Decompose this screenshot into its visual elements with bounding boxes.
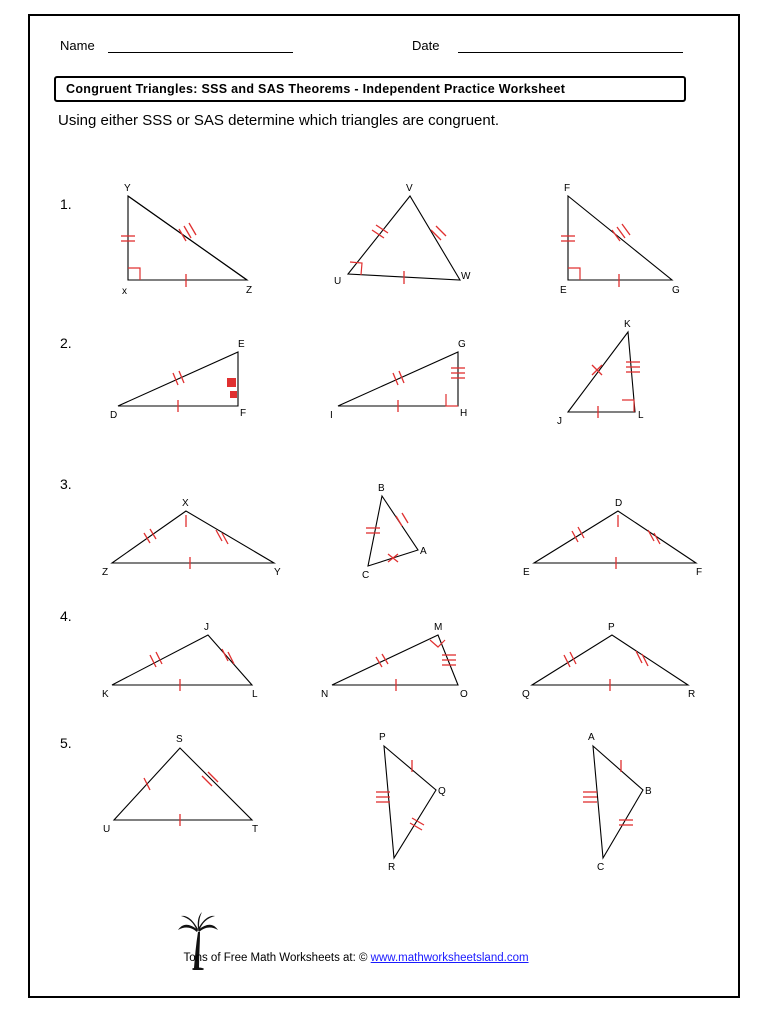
problem-3-figure-1 [100, 485, 290, 585]
vertex-label: P [379, 732, 386, 743]
vertex-label: G [458, 339, 466, 350]
date-label: Date [412, 38, 440, 53]
vertex-label: R [688, 689, 696, 700]
problem-4-figure-1 [100, 613, 290, 703]
vertex-label: E [560, 285, 567, 296]
problem-2-figure-3 [550, 318, 720, 438]
vertex-label: F [696, 567, 703, 578]
problem-1-figure-1 [110, 180, 280, 300]
vertex-label: E [523, 567, 530, 578]
vertex-label: J [204, 622, 209, 633]
vertex-label: X [182, 498, 189, 509]
worksheet-title-bar [54, 76, 686, 102]
vertex-label: E [238, 339, 245, 350]
vertex-label: T [252, 824, 259, 835]
vertex-label: I [330, 410, 333, 421]
name-label: Name [60, 38, 95, 53]
vertex-label: W [461, 271, 471, 282]
vertex-label: B [378, 483, 385, 494]
problem-1-figure-3 [550, 180, 720, 300]
instructions-text: Using either SSS or SAS determine which triangles are congruent. [58, 112, 500, 129]
footer-link[interactable]: www.mathworksheetsland.com [370, 952, 529, 964]
vertex-label: Z [102, 567, 109, 578]
problem-number-1: 1. [60, 196, 72, 212]
header-fields [60, 38, 680, 62]
problem-5-figure-3 [565, 728, 725, 878]
vertex-label: D [615, 498, 623, 509]
vertex-label: L [638, 410, 644, 421]
problem-number-2: 2. [60, 335, 72, 351]
vertex-label: A [420, 546, 427, 557]
problem-4-figure-3 [520, 613, 710, 703]
problem-3-figure-3 [520, 485, 710, 585]
problem-number-5: 5. [60, 735, 72, 751]
vertex-label: H [460, 408, 468, 419]
problem-3-figure-2 [340, 478, 490, 588]
footer-text: Tons of Free Math Worksheets at: © [183, 952, 368, 964]
vertex-label: K [102, 689, 109, 700]
vertex-label: Y [274, 567, 281, 578]
problem-4-figure-2 [318, 613, 508, 703]
vertex-label: P [608, 622, 615, 633]
vertex-label: C [597, 862, 605, 873]
vertex-label: F [564, 183, 571, 194]
vertex-label: U [334, 276, 342, 287]
vertex-label: O [460, 689, 468, 700]
vertex-label: C [362, 570, 370, 581]
vertex-label: U [103, 824, 111, 835]
palm-tree-logo [176, 912, 220, 975]
vertex-label: L [252, 689, 258, 700]
vertex-label: V [406, 183, 413, 194]
page-title: Congruent Triangles: SSS and SAS Theorems - Independent Practice Worksheet [66, 82, 566, 96]
vertex-label: Z [246, 285, 253, 296]
problem-number-3: 3. [60, 476, 72, 492]
vertex-label: A [588, 732, 595, 743]
vertex-label: K [624, 319, 631, 330]
problem-2-figure-1 [110, 330, 280, 440]
vertex-label: J [557, 416, 562, 427]
vertex-label: Q [522, 689, 530, 700]
problem-2-figure-2 [330, 330, 500, 440]
vertex-label: N [321, 689, 329, 700]
vertex-label: G [672, 285, 680, 296]
vertex-label: F [240, 408, 247, 419]
vertex-label: R [388, 862, 396, 873]
problem-5-figure-1 [100, 728, 290, 838]
vertex-label: M [434, 622, 443, 633]
vertex-label: S [176, 734, 183, 745]
problem-1-figure-2 [330, 180, 500, 300]
vertex-label: Y [124, 183, 131, 194]
vertex-label: D [110, 410, 118, 421]
problem-number-4: 4. [60, 608, 72, 624]
problem-5-figure-2 [360, 728, 520, 878]
date-blank-line[interactable] [458, 52, 683, 53]
vertex-label: x [122, 286, 127, 297]
vertex-label: B [645, 786, 652, 797]
vertex-label: Q [438, 786, 446, 797]
name-blank-line[interactable] [108, 52, 293, 53]
footer [0, 952, 712, 964]
